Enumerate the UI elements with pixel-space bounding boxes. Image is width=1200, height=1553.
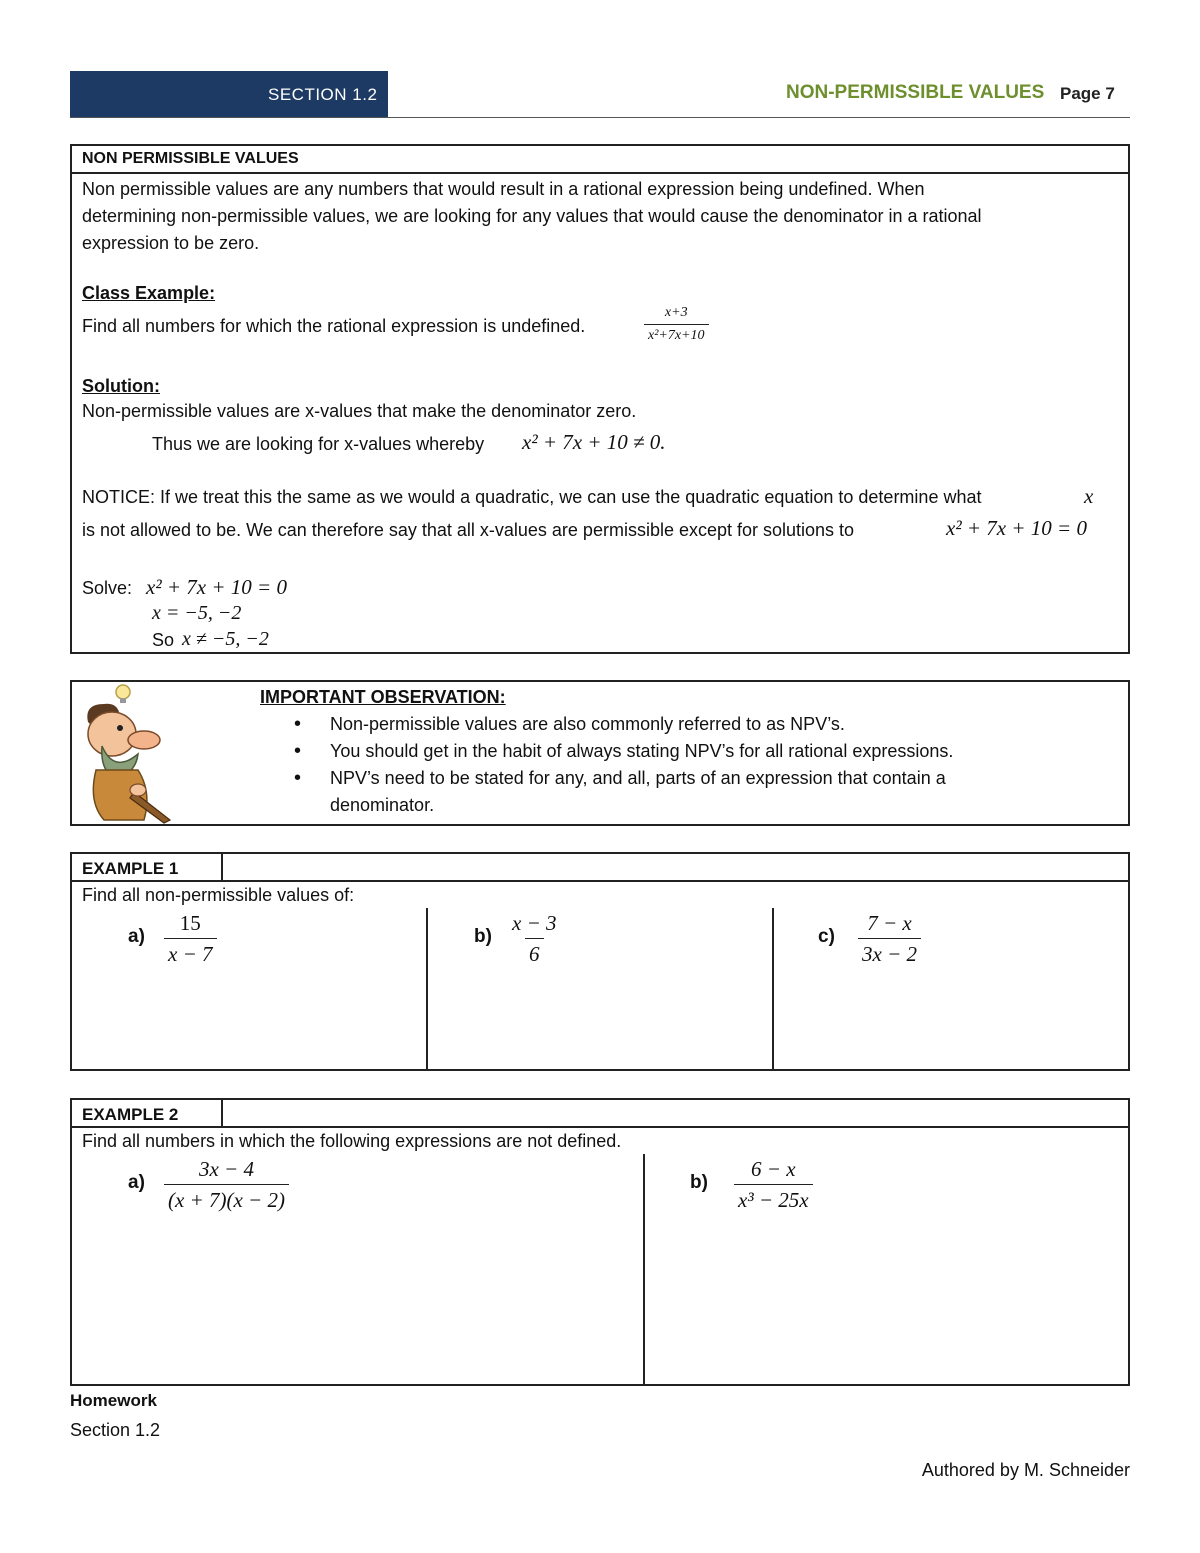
notice-expression: x² + 7x + 10 = 0 [946, 516, 1087, 540]
example2-part-label: a) [128, 1172, 145, 1193]
example1-prompt: Find all non-permissible values of: [82, 885, 355, 905]
class-example-label: Class Example: [82, 283, 216, 303]
example1-col-divider [772, 908, 774, 1070]
solution-line2: Thus we are looking for x-values whereby [152, 434, 485, 454]
solve-label: Solve: [82, 578, 133, 598]
caveman-icon [74, 682, 174, 824]
npv-intro-line: Non permissible values are any numbers that would result in a rational expression being undefined. When [82, 179, 925, 199]
fraction [164, 1154, 289, 1215]
example2-col-divider [643, 1154, 645, 1385]
solution-expression: x² + 7x + 10 ≠ 0. [522, 430, 666, 454]
notice-line1: NOTICE: If we treat this the same as we would a quadratic, we can use the quadratic equation to determine what [82, 487, 982, 507]
class-example-fraction [644, 302, 709, 347]
example1-part-a-fraction [164, 908, 217, 969]
page-number: Page 7 [1060, 84, 1115, 103]
example2-part-label: b) [690, 1172, 708, 1193]
example1-col-divider [426, 908, 428, 1070]
numerator: 15 [179, 911, 201, 935]
example1-part-c-fraction [858, 908, 921, 969]
example2-header-divider [221, 1098, 223, 1127]
so-expression: x ≠ −5, −2 [182, 628, 269, 650]
homework-label: Homework [70, 1391, 157, 1410]
solve-expression: x² + 7x + 10 = 0 [146, 575, 287, 599]
example2-header-rule [70, 1126, 1130, 1128]
example1-part-label: a) [128, 926, 145, 947]
class-example-text: Find all numbers for which the rational expression is undefined. [82, 316, 586, 336]
observation-item: • You should get in the habit of always stating NPV’s for all rational expressions. [260, 738, 1100, 765]
solution-label: Solution: [82, 376, 160, 396]
numerator: x − 3 [512, 911, 557, 935]
section-label: SECTION 1.2 [268, 85, 378, 104]
denominator: 3x − 2 [858, 938, 921, 969]
npv-heading: NON PERMISSIBLE VALUES [82, 150, 299, 167]
solve-roots: x = −5, −2 [152, 602, 242, 624]
so-label: So [152, 630, 175, 650]
npv-intro-line: determining non-permissible values, we are looking for any values that would cause the denominator in a rational [82, 206, 982, 226]
homework-section: Section 1.2 [70, 1420, 161, 1440]
notice-variable: x [1084, 484, 1094, 508]
fraction [508, 908, 561, 969]
observation-list [260, 711, 1100, 792]
header-rule [70, 117, 1130, 118]
example2-part-a-fraction [164, 1154, 289, 1215]
numerator: 3x − 4 [198, 1157, 254, 1181]
observation-continuation: denominator. [330, 795, 435, 815]
denominator: 6 [525, 938, 544, 969]
example2-part-b-fraction [734, 1154, 813, 1215]
denominator: x³ − 25x [734, 1184, 813, 1215]
notice-line2: is not allowed to be. We can therefore say that all x-values are permissible except for solutions to [82, 520, 855, 540]
numerator: 6 − x [751, 1157, 796, 1181]
example1-header-divider [221, 852, 223, 881]
author-credit: Authored by M. Schneider [921, 1460, 1130, 1480]
denominator: (x + 7)(x − 2) [164, 1184, 289, 1215]
observation-item: • Non-permissible values are also commonly referred to as NPV’s. [260, 711, 1100, 738]
example2-prompt: Find all numbers in which the following expressions are not defined. [82, 1131, 622, 1151]
numerator: 7 − x [867, 911, 912, 935]
example1-part-label: c) [818, 926, 835, 947]
page-title: NON-PERMISSIBLE VALUES [786, 82, 1045, 103]
example1-header-rule [70, 880, 1130, 882]
example1-part-label: b) [474, 926, 492, 947]
npv-box-divider [70, 172, 1130, 174]
npv-intro [82, 176, 982, 257]
npv-intro-line: expression to be zero. [82, 233, 260, 253]
observation-heading: IMPORTANT OBSERVATION: [260, 687, 506, 707]
fraction [644, 302, 709, 347]
caveman-illustration [74, 682, 174, 824]
solution-line1: Non-permissible values are x-values that make the denominator zero. [82, 401, 637, 421]
example2-heading: EXAMPLE 2 [82, 1105, 179, 1124]
denominator: x²+7x+10 [644, 324, 709, 347]
denominator: x − 7 [164, 938, 217, 969]
numerator: x+3 [664, 305, 688, 320]
fraction [858, 908, 921, 969]
example1-part-b-fraction [508, 908, 561, 969]
fraction [734, 1154, 813, 1215]
example1-heading: EXAMPLE 1 [82, 859, 179, 878]
fraction [164, 908, 217, 969]
observation-item: • NPV’s need to be stated for any, and all, parts of an expression that contain a [260, 765, 1100, 792]
